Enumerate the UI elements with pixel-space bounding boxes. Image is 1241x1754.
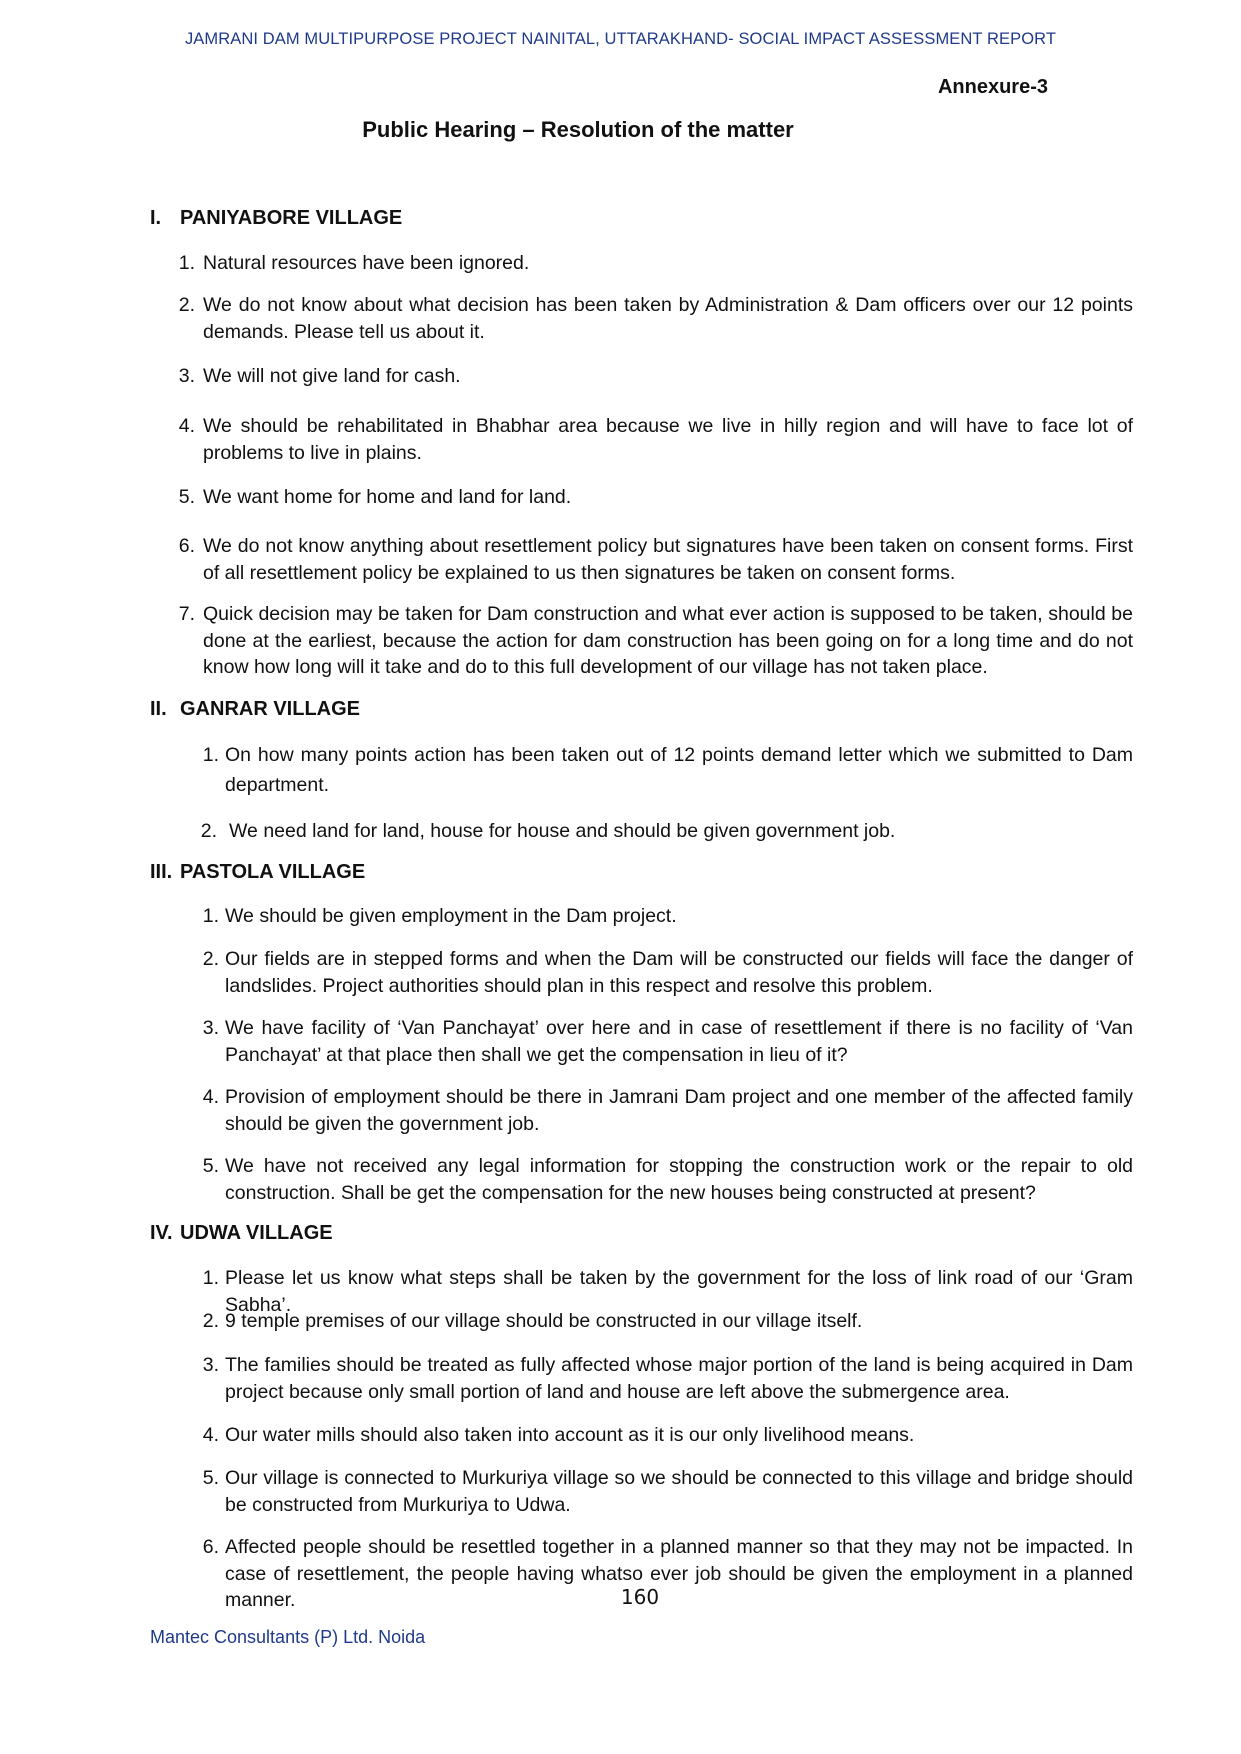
item-number: 3.	[202, 1017, 219, 1039]
item-text: Quick decision may be taken for Dam construction and what ever action is supposed to be taken, should be done at the earliest, because the action for dam construction has been going on for a long time and do not know how long will it take and do to this full development of our village has not taken place.	[203, 603, 1133, 678]
section-heading-paniyabore	[150, 207, 402, 230]
list-item	[178, 601, 1133, 681]
item-text: Our fields are in stepped forms and when the Dam will be constructed our fields will face the danger of landslides. Project authorities should plan in this respect and resolve this problem.	[225, 948, 1133, 997]
running-header: JAMRANI DAM MULTIPURPOSE PROJECT NAINITAL, UTTARAKHAND- SOCIAL IMPACT ASSESSMENT REPORT	[184, 30, 1057, 48]
item-number: 4.	[178, 415, 195, 437]
item-text: Natural resources have been ignored.	[203, 252, 530, 274]
list-item	[200, 818, 1133, 845]
item-number: 4.	[202, 1424, 219, 1446]
list-item	[178, 363, 1133, 390]
list-item	[178, 250, 1133, 277]
list-item	[202, 1308, 1133, 1335]
item-text: Affected people should be resettled together in a planned manner so that they may not be impacted. In case of resettlement, the people having whatso ever job should be given the employment in a planned manner.	[225, 1536, 1133, 1611]
item-number: 1.	[202, 905, 219, 927]
section-heading-pastola	[150, 861, 365, 884]
section-title: GANRAR VILLAGE	[180, 698, 360, 720]
section-numeral: I.	[150, 207, 162, 229]
list-item	[178, 292, 1133, 345]
item-text: We do not know about what decision has been taken by Administration & Dam officers over our 12 points demands. Please tell us about it.	[203, 294, 1133, 343]
item-number: 3.	[202, 1354, 219, 1376]
item-text: The families should be treated as fully affected whose major portion of the land is being acquired in Dam project because only small portion of land and house are left above the submergence area.	[225, 1354, 1133, 1403]
item-number: 2.	[200, 820, 217, 842]
item-number: 3.	[178, 365, 195, 387]
list-item	[178, 533, 1133, 586]
item-number: 7.	[178, 603, 195, 625]
list-item	[202, 1352, 1133, 1405]
list-item	[202, 1084, 1133, 1137]
annexure-label: Annexure-3	[937, 76, 1048, 98]
section-numeral: IV.	[150, 1222, 173, 1244]
footer-company: Mantec Consultants (P) Ltd. Noida	[150, 1627, 426, 1647]
item-number: 5.	[202, 1467, 219, 1489]
page-title: Public Hearing – Resolution of the matter	[362, 117, 794, 142]
list-item	[202, 1153, 1133, 1206]
list-item	[202, 1422, 1133, 1449]
item-text: Provision of employment should be there in Jamrani Dam project and one member of the affected family should be given the government job.	[225, 1086, 1133, 1135]
item-number: 2.	[178, 294, 195, 316]
item-text: We need land for land, house for house and should be given government job.	[229, 820, 896, 842]
page-number: 160	[620, 1585, 660, 1609]
item-text: Our village is connected to Murkuriya village so we should be connected to this village and bridge should be constructed from Murkuriya to Udwa.	[225, 1467, 1133, 1516]
section-title: PANIYABORE VILLAGE	[180, 207, 403, 229]
item-text: We should be rehabilitated in Bhabhar area because we live in hilly region and will have to face lot of problems to live in plains.	[203, 415, 1133, 464]
list-item	[178, 484, 1133, 511]
item-text: Our water mills should also taken into account as it is our only livelihood means.	[225, 1424, 915, 1446]
item-text: On how many points action has been taken out of 12 points demand letter which we submitted to Dam department.	[225, 744, 1133, 796]
item-text: 9 temple premises of our village should be constructed in our village itself.	[225, 1310, 863, 1332]
item-text: We will not give land for cash.	[203, 365, 461, 387]
section-numeral: II.	[150, 698, 167, 720]
item-text: We want home for home and land for land.	[203, 486, 572, 508]
section-heading-ganrar	[150, 698, 360, 721]
list-item	[202, 740, 1133, 800]
item-text: We do not know anything about resettlement policy but signatures have been taken on consent forms. First of all resettlement policy be explained to us then signatures be taken on consent forms.	[203, 535, 1133, 584]
section-title: UDWA VILLAGE	[180, 1222, 333, 1244]
item-number: 1.	[202, 1267, 219, 1289]
list-item	[202, 903, 1133, 930]
item-number: 2.	[202, 948, 219, 970]
item-number: 5.	[202, 1155, 219, 1177]
section-heading-udwa	[150, 1222, 333, 1245]
section-title: PASTOLA VILLAGE	[180, 861, 366, 883]
item-number: 1.	[178, 252, 195, 274]
item-number: 5.	[178, 486, 195, 508]
item-number: 1.	[202, 744, 219, 766]
section-numeral: III.	[150, 861, 173, 883]
list-item	[202, 1015, 1133, 1068]
item-text: Please let us know what steps shall be taken by the government for the loss of link road of our ‘Gram Sabha’.	[225, 1267, 1133, 1316]
list-item	[178, 413, 1133, 466]
item-number: 6.	[178, 535, 195, 557]
item-text: We have facility of ‘Van Panchayat’ over here and in case of resettlement if there is no facility of ‘Van Panchayat’ at that place then shall we get the compensation in lieu of it?	[225, 1017, 1133, 1066]
list-item	[202, 1465, 1133, 1518]
item-number: 4.	[202, 1086, 219, 1108]
item-text: We have not received any legal information for stopping the construction work or the repair to old construction. Shall be get the compensation for the new houses being constructed at present?	[225, 1155, 1133, 1204]
item-text: We should be given employment in the Dam project.	[225, 905, 677, 927]
item-number: 2.	[202, 1310, 219, 1332]
item-number: 6.	[202, 1536, 219, 1558]
list-item	[202, 946, 1133, 999]
